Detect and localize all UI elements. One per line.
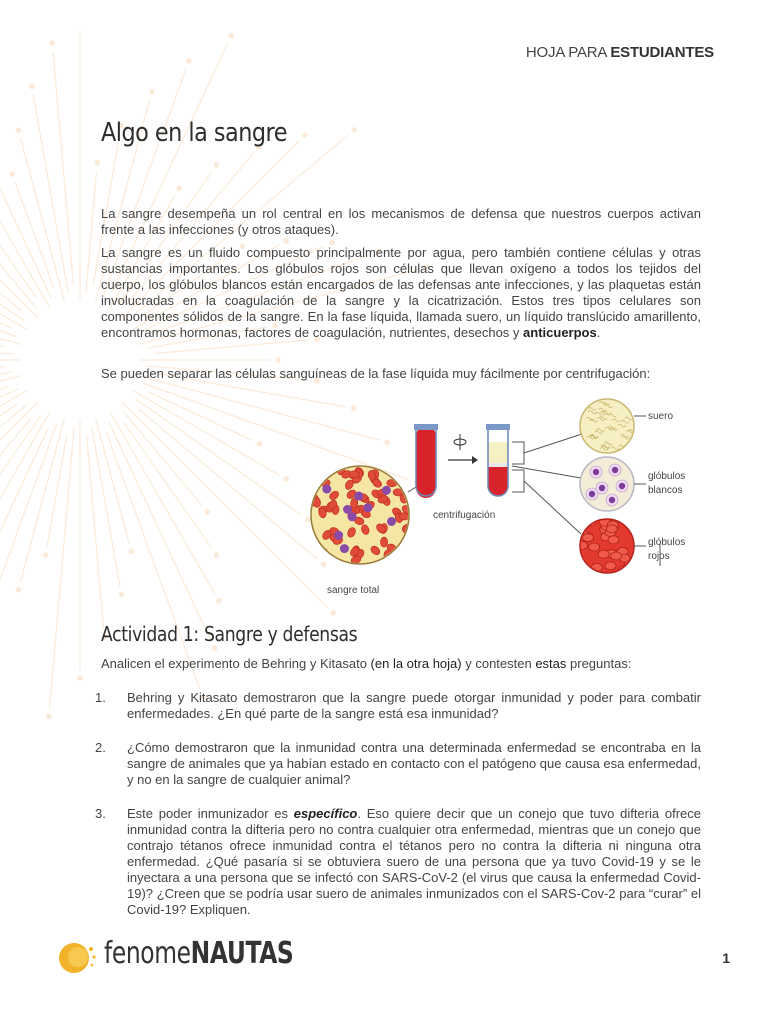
- serum-circle: [580, 399, 636, 453]
- label-centrifugation: centrifugación: [433, 510, 496, 521]
- page-number: 1: [722, 950, 730, 966]
- header-strong: ESTUDIANTES: [610, 44, 714, 61]
- question-1-text: Behring y Kitasato demostraron que la sangre puede otorgar inmunidad y poder para combatir enfermedades. ¿En qué parte de la sangre está esa inmunidad?: [127, 690, 701, 721]
- centrifugation-diagram: [300, 394, 720, 604]
- intro-paragraph-2: [101, 245, 701, 341]
- label-red-1: glóbulos: [648, 537, 686, 548]
- question-2-text: ¿Cómo demostraron que la inmunidad contra una determinada enfermedad se encontraba en la sangre de animales que ya habían estado en contacto con el patógeno que causa esa enfermedad, y no en la sangre de cualquier animal?: [127, 740, 701, 787]
- fraction-connectors: [512, 434, 582, 534]
- activity-instructions: [101, 656, 701, 672]
- header-tag: [526, 44, 714, 61]
- question-3-text: [127, 806, 701, 918]
- instr-part-1: Analicen el experimento de Behring y Kitasato: [101, 656, 371, 671]
- instr-part-4: estas: [535, 656, 567, 671]
- white-cells-circle: [580, 457, 634, 511]
- instr-part-2: (en la otra hoja): [370, 656, 462, 671]
- page-title: Algo en la sangre: [101, 118, 287, 148]
- intro-p2-end: .: [596, 325, 601, 340]
- test-tube-whole-blood: [414, 424, 438, 498]
- instr-part-3: y contesten: [461, 656, 536, 671]
- intro-paragraph-3: Se pueden separar las células sanguíneas de la fase líquida muy fácilmente por centrifugación:: [101, 366, 651, 381]
- q3-emphasis: específico: [293, 806, 358, 821]
- header-prefix: HOJA PARA: [525, 44, 607, 61]
- label-white-2: blancos: [648, 485, 683, 496]
- label-whole-blood: sangre total: [327, 585, 380, 596]
- intro-paragraph-1: La sangre desempeña un rol central en los mecanismos de defensa que nuestros cuerpos activan frente a las infecciones (y otros ataques).: [101, 206, 701, 237]
- red-cells-circle: [577, 518, 636, 574]
- intro-p2-text: La sangre es un fluido compuesto principalmente por agua, pero también contiene células y otras sustancias importantes. Los glóbulos rojos son células que llevan oxígeno a todos los tejidos del cuerpo, los glóbulos blancos están encargados de las defensas ante infecciones, y las plaquetas están involucradas en la coagulación de la sangre y la cicatrización. Estos tres tipos celulares son componentes sólidos de la sangre. En la fase líquida, llamada suero, un líquido translúcido amarillento, encontramos hormonas, factores de coagulación, nutrientes, desechos y: [101, 245, 701, 340]
- q3-part-b: . Eso quiere decir que un conejo que tuvo difteria ofrece inmunidad contra la difteria pero no contra cualquier otra enfermedad, mientras que un conejo que contrajo tétanos ofrece inmunidad contra el tétanos pero no contra la difteria ni ninguna otra enfermedad. ¿Qué pasaría si se obtuviera suero de una persona que ya tuvo Covid-19 y se le inyectara a una persona que se infectó con SARS-CoV-2 (el virus que causa la enfermedad Covid-19)? ¿Creen que se podría usar suero de animales inmunizados con el SARS-Cov-2 para “curar” el Covid-19? Expliquen.: [127, 806, 701, 917]
- label-white-1: glóbulos: [648, 471, 686, 482]
- question-1-number: 1.: [95, 690, 106, 705]
- label-serum: suero: [648, 411, 674, 422]
- logo-text-a: fenome: [104, 936, 191, 971]
- activity-heading: Actividad 1: Sangre y defensas: [101, 622, 358, 646]
- intro-p2-bold: anticuerpos: [523, 325, 597, 340]
- q3-part-a: Este poder inmunizador es: [127, 806, 294, 821]
- test-tube-separated: [486, 424, 510, 496]
- label-red-2: rojos: [648, 551, 670, 562]
- question-2-number: 2.: [95, 740, 106, 755]
- logo-mark: [55, 938, 99, 978]
- instr-part-5: preguntas:: [566, 656, 632, 671]
- question-3-number: 3.: [95, 806, 106, 821]
- whole-blood-circle: [308, 464, 413, 565]
- footer-logo: [104, 936, 293, 971]
- logo-text-b: NAUTAS: [190, 936, 294, 971]
- centrifuge-arrow: [448, 434, 478, 464]
